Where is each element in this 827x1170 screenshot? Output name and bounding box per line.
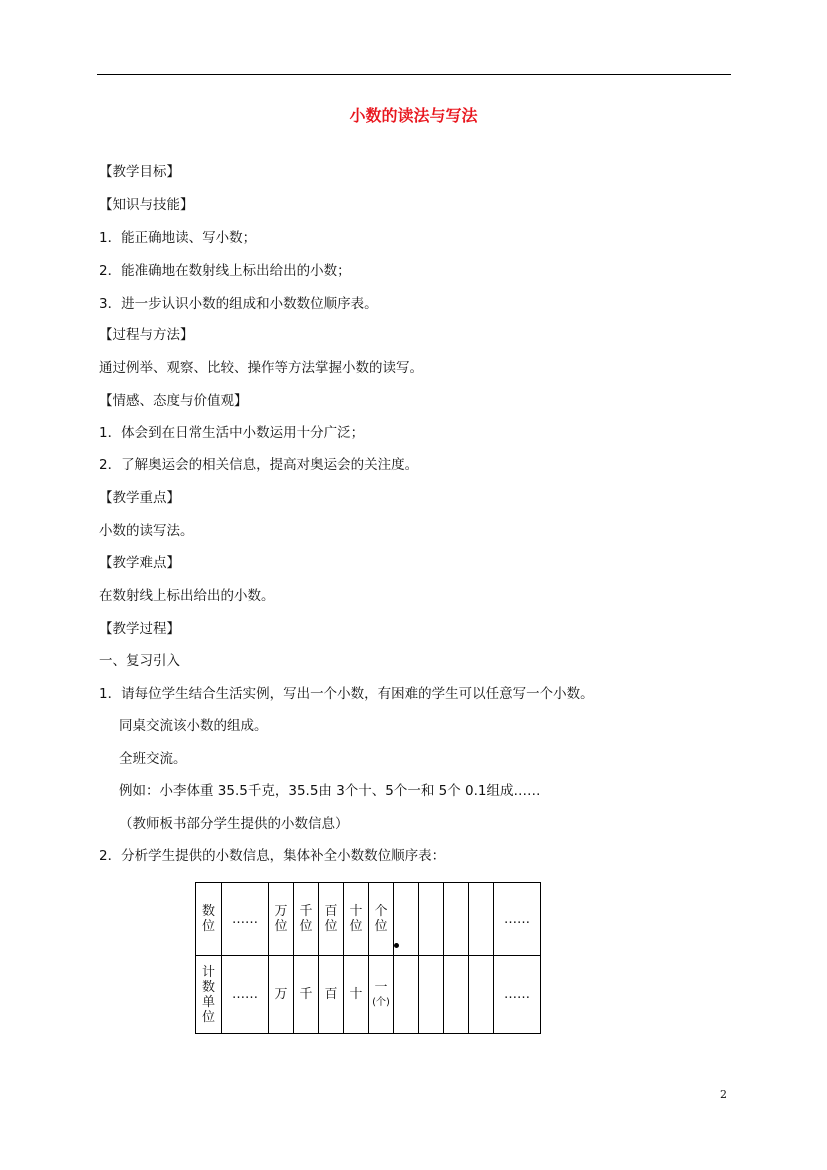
unit-cell — [369, 956, 394, 1034]
place-cell: 千 位 — [294, 883, 319, 956]
place-cell: 百 位 — [319, 883, 344, 956]
row-header-unit: 计 数 单 位 — [196, 956, 222, 1034]
empty-cell — [469, 883, 494, 956]
text-line: 【教学过程】 — [99, 621, 180, 637]
decimal-point-dot — [394, 943, 399, 948]
text-line: 一、复习引入 — [99, 653, 180, 669]
text-line: 通过例举、观察、比较、操作等方法掌握小数的读写。 — [99, 360, 423, 376]
empty-cell — [419, 956, 444, 1034]
text-line: 【教学重点】 — [99, 490, 180, 506]
unit-one: 一 — [374, 979, 388, 995]
unit-cell: 百 — [319, 956, 344, 1034]
ellipsis-cell: …… — [222, 956, 269, 1034]
text-line: 【教学难点】 — [99, 555, 180, 571]
unit-cell: 万 — [269, 956, 294, 1034]
text-line: 例如：小李体重 35.5千克，35.5由 3个十、5个一和 5个 0.1组成…… — [119, 783, 541, 799]
text-line: 【过程与方法】 — [99, 327, 194, 343]
text-line: 2．分析学生提供的小数信息，集体补全小数数位顺序表： — [99, 848, 446, 864]
place-cell: 十 位 — [344, 883, 369, 956]
text-line: 同桌交流该小数的组成。 — [119, 718, 268, 734]
empty-cell — [469, 956, 494, 1034]
unit-cell: 千 — [294, 956, 319, 1034]
text-line: 全班交流。 — [119, 751, 187, 767]
header-rule — [97, 74, 731, 75]
empty-cell — [394, 956, 419, 1034]
text-line: 1．体会到在日常生活中小数运用十分广泛； — [99, 425, 365, 441]
place-value-table — [195, 882, 541, 1034]
text-line: 在数射线上标出给出的小数。 — [99, 588, 275, 604]
place-cell: 个 位 — [369, 883, 394, 956]
text-line: 【知识与技能】 — [99, 197, 194, 213]
empty-cell — [419, 883, 444, 956]
text-line: 小数的读写法。 — [99, 523, 194, 539]
text-line: （教师板书部分学生提供的小数信息） — [119, 816, 349, 832]
empty-cell — [444, 956, 469, 1034]
empty-cell — [444, 883, 469, 956]
place-cell: 万 位 — [269, 883, 294, 956]
text-line: 1．请每位学生结合生活实例，写出一个小数，有困难的学生可以任意写一个小数。 — [99, 686, 594, 702]
row-header-place: 数 位 — [196, 883, 222, 956]
text-line: 2．了解奥运会的相关信息，提高对奥运会的关注度。 — [99, 457, 419, 473]
text-line: 2．能准确地在数射线上标出给出的小数； — [99, 263, 351, 279]
text-line: 【教学目标】 — [99, 164, 180, 180]
ellipsis-cell: …… — [222, 883, 269, 956]
unit-cell: 十 — [344, 956, 369, 1034]
unit-one-note: (个) — [372, 996, 390, 1008]
ellipsis-cell: …… — [494, 883, 541, 956]
text-line: 【情感、态度与价值观】 — [99, 393, 248, 409]
text-line: 1．能正确地读、写小数； — [99, 230, 257, 246]
ellipsis-cell: …… — [494, 956, 541, 1034]
page-number: 2 — [720, 1088, 727, 1101]
text-line: 3．进一步认识小数的组成和小数数位顺序表。 — [99, 296, 378, 312]
page-title: 小数的读法与写法 — [349, 106, 478, 125]
